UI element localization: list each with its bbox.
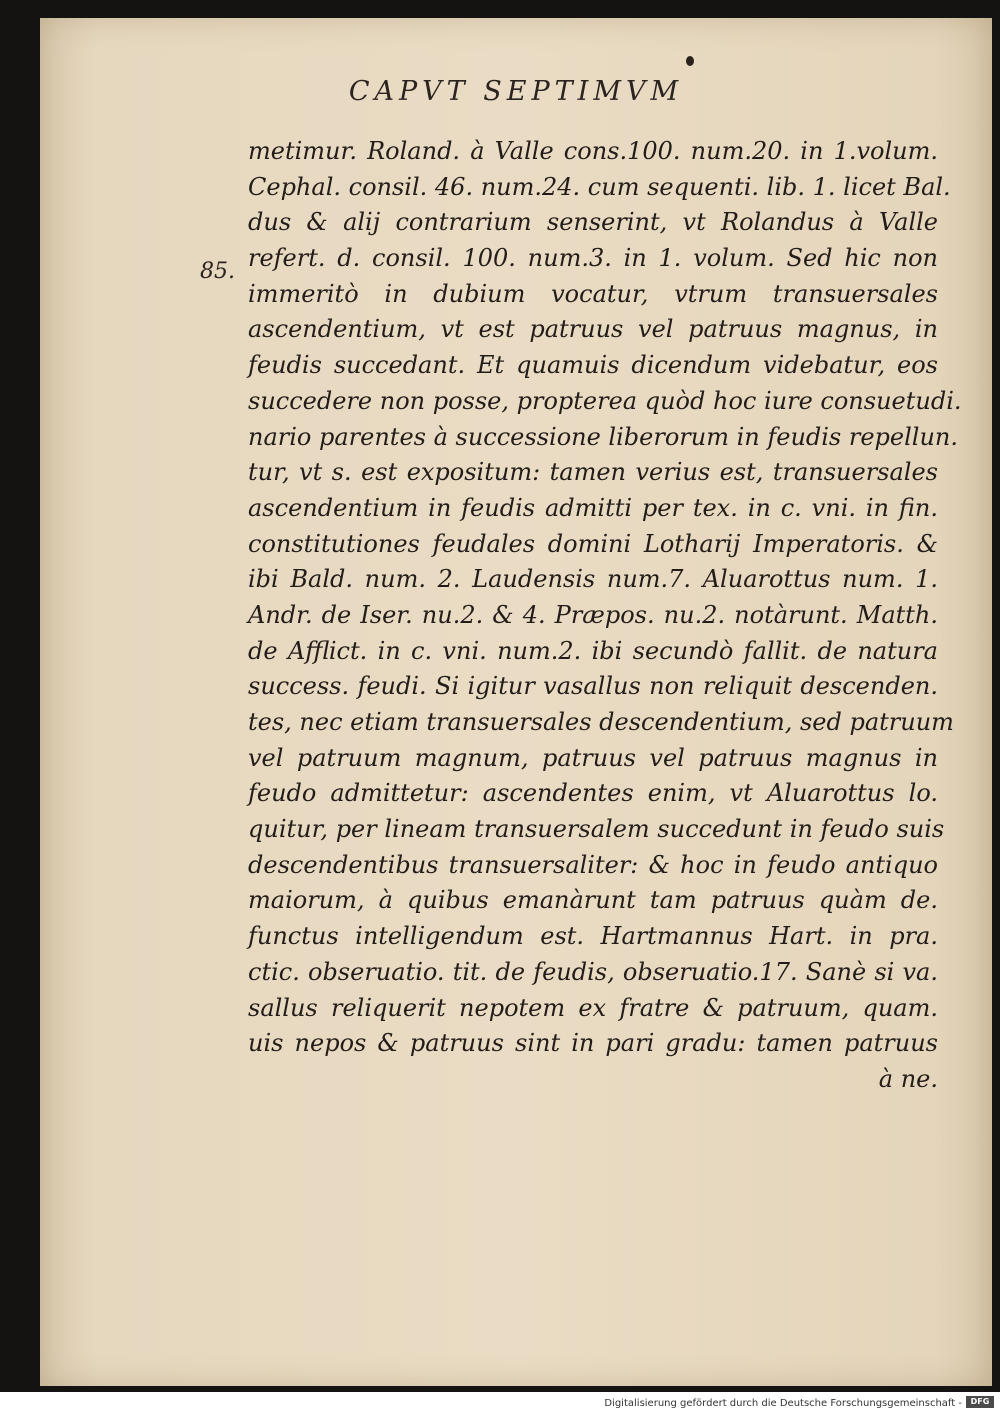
text-line: de Afflict. in c. vni. num.2. ibi secundò fallit. de natura (248, 636, 938, 665)
text-line: ascendentium, vt est patruus vel patruus magnus, in (248, 315, 938, 344)
text-line: immeritò in dubium vocatur, vtrum transuersales (248, 279, 938, 308)
text-line: success. feudi. Si igitur vasallus non reliquit descenden. (248, 672, 938, 701)
text-line: uis nepos & patruus sint in pari gradu: tamen patruus (248, 1029, 938, 1058)
text-line: sallus reliquerit nepotem ex fratre & patruum, quam. (248, 993, 938, 1022)
text-line: succedere non posse, propterea quòd hoc iure consuetudi. (248, 386, 962, 415)
ink-blot (686, 56, 694, 66)
running-head: CAPVT SEPTIMVM (348, 76, 684, 107)
text-line: quitur, per lineam transuersalem succedunt in feudo suis (248, 815, 945, 844)
text-line: constitutiones feudales domini Lotharij Imperatoris. & (248, 529, 938, 558)
text-line: functus intelligendum est. Hartmannus Hart. in pra. (248, 922, 938, 951)
text-line: tur, vt s. est expositum: tamen verius est, transuersales (248, 458, 938, 487)
text-line: ascendentium in feudis admitti per tex. in c. vni. in fin. (248, 493, 938, 522)
text-line: feudo admittetur: ascendentes enim, vt Aluarottus lo. (248, 779, 938, 808)
text-line: metimur. Roland. à Valle cons.100. num.20. in 1.volum. (248, 137, 938, 165)
text-line: nario parentes à successione liberorum in feudis repellun. (248, 422, 959, 451)
catchword: à ne. (878, 1064, 938, 1093)
book-page (40, 18, 992, 1386)
funding-notice: Digitalisierung gefördert durch die Deutsche Forschungsgemeinschaft - (604, 1398, 962, 1409)
text-line: vel patruum magnum, patruus vel patruus magnus in (248, 743, 938, 772)
dfg-logo: DFG (966, 1396, 994, 1408)
text-line: ibi Bald. num. 2. Laudensis num.7. Aluarottus num. 1. (248, 565, 938, 594)
text-line: Andr. de Iser. nu.2. & 4. Præpos. nu.2. notàrunt. Matth. (248, 600, 938, 629)
body-text (248, 134, 962, 1098)
text-line: ctic. obseruatio. tit. de feudis, obseruatio.17. Sanè si va. (248, 957, 938, 986)
text-line: maiorum, à quibus emanàrunt tam patruus quàm de. (248, 886, 938, 915)
text-line: feudis succedant. Et quamuis dicendum videbatur, eos (248, 351, 938, 380)
marginal-note: 85. (200, 259, 235, 284)
text-line: tes, nec etiam transuersales descendentium, sed patruum (248, 708, 954, 736)
text-line: dus & alij contrarium senserint, vt Rolandus à Valle (248, 208, 938, 237)
text-line: refert. d. consil. 100. num.3. in 1. volum. Sed hic non (248, 244, 938, 273)
text-line: Cephal. consil. 46. num.24. cum sequenti. lib. 1. licet Bal. (248, 172, 951, 201)
text-line: descendentibus transuersaliter: & hoc in feudo antiquo (248, 850, 938, 879)
